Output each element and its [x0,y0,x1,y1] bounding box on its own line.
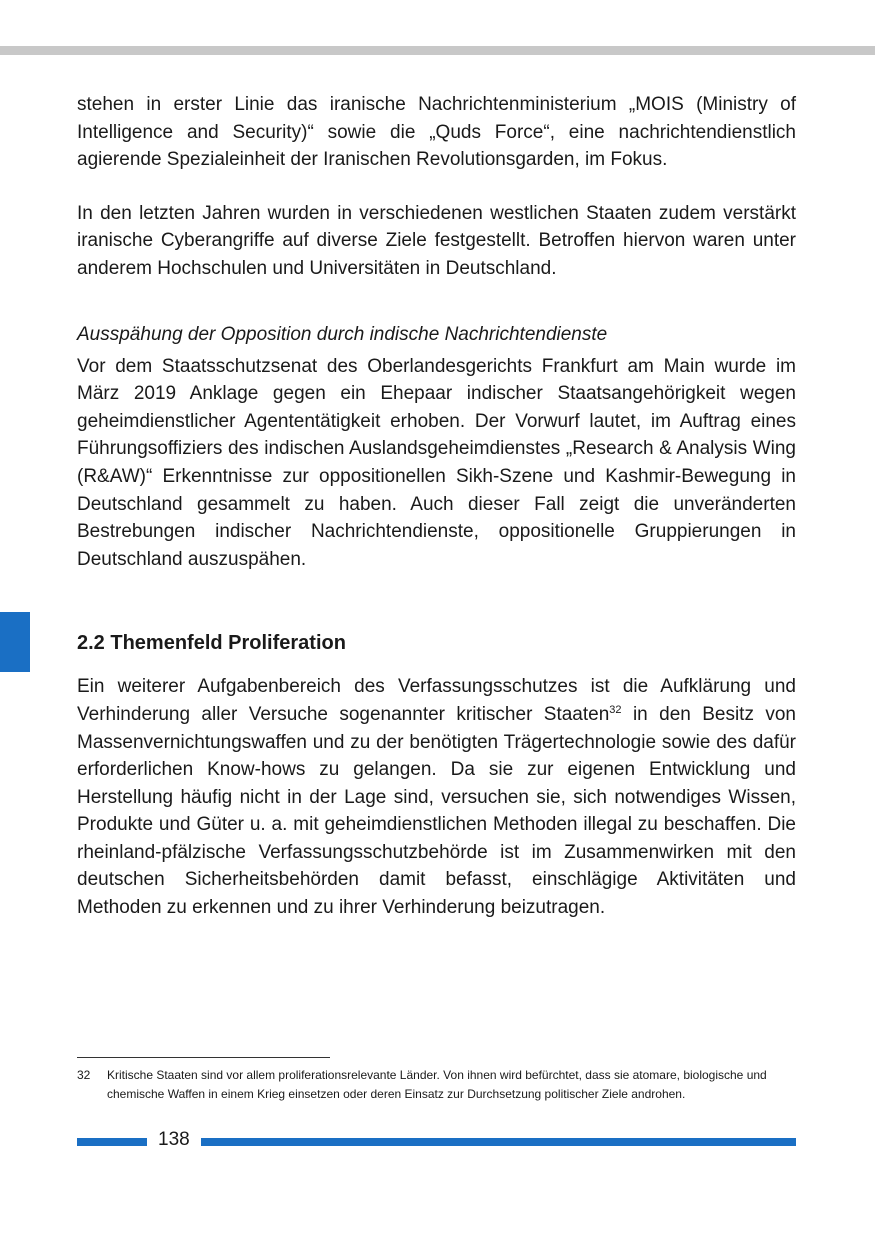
top-rule [0,46,875,55]
footnote-number: 32 [77,1068,91,1082]
page-content [77,91,796,922]
paragraph-iran-services: stehen in erster Linie das iranische Nachrichtenministerium „MOIS (Ministry of Intelligence and Security)“ sowie die „Quds Force“, eine nachrichtendienstlich agierende Spezialeinheit der Iranischen Revolutionsgarden, im Fokus. [77,94,796,171]
page-bar-left [77,1138,147,1146]
paragraph-proliferation-end: in den Besitz von Massenvernichtungswaffen und zu der benötigten Trägertechnologie sowie des dafür erforderlichen Know-hows zu gelangen. Da sie zur eigenen Entwicklung und Herstellung häufig nicht in der Lage sind, versuchen sie, sich notwendiges Wissen, Produkte und Güter u. a. mit geheimdienstlichen Methoden illegal zu beschaffen. Die rheinland-pfälzische Verfassungsschutzbehörde ist im Zusammenwirken mit den deutschen Sicherheitsbehörden damit befasst, einschlägige Aktivitäten und Methoden zu erkennen und zu ihrer Verhinderung beizutragen. [77,703,796,919]
paragraph-indian-espionage: Vor dem Staatsschutzsenat des Oberlandesgerichts Frankfurt am Main wurde im März 2019 Anklage gegen ein Ehepaar indischer Staatsangehörigkeit wegen geheimdienstlicher Agententätigkeit erhoben. Der Vorwurf lautet, im Auftrag eines Führungsoffiziers des indischen Auslandsgeheimdienstes „Research & Analysis Wing (R&AW)“ Erkenntnisse zur oppositionellen Sikh-Szene und Kashmir-Bewegung in Deutschland gesammelt zu haben. Auch dieser Fall zeigt die unveränderten Bestrebungen indischer Nachrichtendienste, oppositionelle Gruppierungen in Deutschland auszuspähen. [77,355,796,570]
page-bar-right [201,1138,796,1146]
paragraph-cyberattacks: In den letzten Jahren wurden in verschiedenen westlichen Staaten zudem verstärkt iranische Cyberangriffe auf diverse Ziele festgestellt. Betroffen hiervon waren unter anderem Hochschulen und Universitäten in Deutschland. [77,202,796,279]
footnote-rule [77,1057,330,1058]
chapter-side-tab [0,612,30,672]
paragraph-proliferation-start: Ein weiterer Aufgabenbereich des Verfassungsschutzes ist die Aufklärung und Verhinderung aller Versuche sogenannter kritischer Staaten [77,676,796,725]
footnote-text: Kritische Staaten sind vor allem proliferationsrelevante Länder. Von ihnen wird befürchtet, dass sie atomare, biologische und chemische Waffen in einem Krieg einsetzen oder deren Einsatz zur Durchsetzung politischer Ziele androhen. [107,1068,767,1101]
page-number: 138 [158,1129,190,1150]
footnote [77,1066,796,1104]
footnote-reference[interactable]: 32 [609,703,622,716]
paragraph-proliferation [77,673,796,921]
section-heading-proliferation: 2.2 Themenfeld Proliferation [77,632,346,655]
subheading-indian-services: Ausspähung der Opposition durch indische Nachrichtendienste [77,323,608,345]
